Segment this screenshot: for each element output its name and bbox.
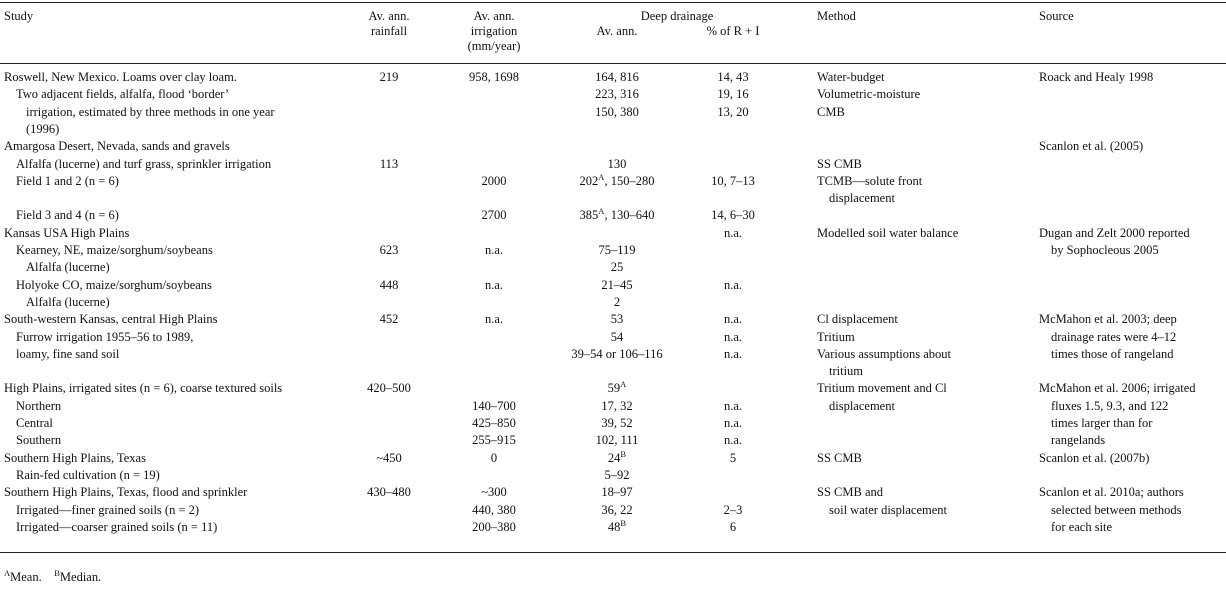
study-cell: irrigation, estimated by three methods in one year	[26, 104, 275, 119]
study-cell: Central	[16, 416, 53, 430]
drainage-cell	[601, 278, 632, 293]
method-cell: Tritium movement and Cl	[817, 381, 947, 396]
study-cell: Holyoke CO, maize/sorghum/soybeans	[16, 277, 212, 292]
pct-cell: 6	[729, 519, 737, 534]
source-cell: times larger than for	[1051, 416, 1153, 430]
irr-cell: n.a.	[484, 277, 504, 292]
source-cell: for each site	[1051, 519, 1113, 534]
method-cell: tritium	[829, 364, 864, 379]
drainage-cell	[607, 517, 627, 535]
study-cell: Southern	[16, 433, 62, 448]
header-irrigation-1: Av. ann.	[473, 9, 515, 23]
drainage-cell	[595, 105, 639, 120]
source-cell: rangelands	[1051, 433, 1106, 448]
drainage-cell	[605, 468, 630, 483]
method-cell: Cl displacement	[817, 312, 898, 327]
irr-cell: 440, 380	[472, 502, 516, 517]
source-cell: Scanlon et al. (2007b)	[1039, 450, 1150, 465]
header-irrigation-2: irrigation	[470, 24, 518, 38]
drainage-value: 18–97	[601, 485, 633, 500]
pct-cell: n.a.	[723, 329, 743, 344]
drainage-cell	[611, 330, 624, 345]
drainage-cell	[601, 503, 632, 518]
irr-cell: n.a.	[484, 243, 504, 257]
study-cell: Amargosa Desert, Nevada, sands and gravels	[4, 139, 230, 154]
drainage-value: 130	[607, 156, 627, 171]
study-cell: Field 3 and 4 (n = 6)	[16, 208, 119, 223]
drainage-cell	[595, 87, 639, 102]
source-cell: times those of rangeland	[1051, 346, 1174, 361]
pct-cell: 19, 16	[717, 87, 749, 102]
rain-cell: 420–500	[367, 381, 411, 396]
drainage-value: 24	[607, 450, 621, 465]
method-cell: Tritium	[817, 329, 855, 344]
drainage-value: 53	[610, 312, 624, 327]
source-cell: by Sophocleous 2005	[1051, 243, 1159, 257]
drainage-cell	[595, 70, 639, 85]
method-cell: SS CMB and	[817, 485, 883, 500]
study-cell: Irrigated—coarser grained soils (n = 11)	[16, 519, 218, 534]
irr-cell: n.a.	[484, 312, 504, 327]
pct-cell: n.a.	[723, 416, 743, 430]
pct-cell: 10, 7–13	[711, 173, 755, 188]
source-cell: Scanlon et al. 2010a; authors	[1039, 485, 1184, 500]
study-cell: High Plains, irrigated sites (n = 6), coarse textured soils	[4, 381, 283, 396]
pct-cell: n.a.	[723, 225, 743, 240]
pct-cell: n.a.	[723, 433, 743, 448]
source-cell: fluxes 1.5, 9.3, and 122	[1051, 398, 1169, 413]
irr-cell: 200–380	[472, 519, 516, 534]
irr-cell: ~300	[481, 485, 507, 500]
drainage-value: 385	[579, 208, 599, 223]
pct-cell: 14, 43	[717, 70, 749, 84]
method-cell: displacement	[829, 191, 895, 206]
table-footnote	[4, 567, 102, 585]
irr-cell: 255–915	[472, 433, 516, 448]
header-rule	[0, 63, 1226, 64]
rain-cell: 113	[379, 156, 399, 171]
drainage-cell	[607, 448, 627, 466]
drainage-value: 39, 52	[601, 416, 633, 430]
study-cell: Roswell, New Mexico. Loams over clay loam.	[4, 70, 237, 84]
drainage-value: 21–45	[601, 277, 633, 292]
source-cell: drainage rates were 4–12	[1051, 329, 1177, 344]
pct-cell: 14, 6–30	[711, 208, 755, 223]
study-cell: Furrow irrigation 1955–56 to 1989,	[16, 329, 194, 344]
study-cell: Southern High Plains, Texas, flood and sprinkler	[4, 485, 248, 500]
study-cell: loamy, fine sand soil	[16, 346, 120, 361]
header-dd-pct: % of R + I	[706, 24, 760, 38]
method-cell: Volumetric-moisture	[817, 87, 921, 102]
top-rule	[0, 2, 1226, 3]
drainage-cell	[598, 243, 635, 258]
method-cell: SS CMB	[817, 156, 862, 171]
pct-cell: n.a.	[723, 277, 743, 292]
rain-cell: 448	[379, 277, 399, 292]
irr-cell: 2700	[481, 208, 507, 223]
study-cell: (1996)	[26, 121, 60, 136]
rain-cell: 430–480	[367, 485, 411, 500]
drainage-cell	[601, 399, 632, 414]
drainage-range: , 150–280	[604, 173, 655, 188]
irr-cell: 140–700	[472, 398, 516, 413]
drainage-value: 17, 32	[601, 398, 633, 413]
rain-cell: 452	[379, 312, 399, 327]
study-cell: Rain-fed cultivation (n = 19)	[16, 467, 160, 482]
drainage-value: 5–92	[604, 467, 630, 482]
drainage-value: 164, 816	[595, 70, 639, 84]
drainage-range: , 130–640	[604, 208, 655, 223]
drainage-cell	[571, 347, 662, 362]
source-cell: selected between methods	[1051, 502, 1182, 517]
source-cell: McMahon et al. 2006; irrigated	[1039, 381, 1196, 396]
header-rainfall-1: Av. ann.	[368, 9, 410, 23]
footnote-a-mark: A	[4, 567, 11, 578]
method-cell: CMB	[817, 104, 845, 119]
drainage-value: 102, 111	[595, 433, 639, 448]
drainage-value: 48	[607, 519, 621, 534]
source-cell: McMahon et al. 2003; deep	[1039, 312, 1177, 327]
drainage-footnote-mark: A	[598, 206, 605, 217]
footnote-b-text: Median.	[59, 570, 102, 584]
drainage-cell	[601, 416, 632, 431]
pct-cell: 2–3	[723, 502, 743, 517]
drainage-value: 39–54 or 106–116	[571, 346, 663, 361]
drainage-value: 75–119	[598, 243, 636, 257]
method-cell: soil water displacement	[829, 502, 948, 517]
header-deep-drainage: Deep drainage	[640, 9, 714, 23]
study-cell: Kearney, NE, maize/sorghum/soybeans	[16, 243, 213, 257]
drainage-value: 25	[610, 260, 624, 275]
drainage-cell	[596, 433, 639, 448]
drainage-cell	[614, 295, 620, 310]
method-cell: Various assumptions about	[817, 346, 952, 361]
footnote-a-text: Mean.	[10, 570, 42, 584]
header-study: Study	[4, 9, 34, 23]
rain-cell: 219	[379, 70, 399, 84]
header-source: Source	[1039, 9, 1074, 23]
drainage-cell	[608, 157, 627, 172]
drainage-footnote-mark: A	[620, 379, 627, 390]
drainage-cell	[608, 381, 627, 396]
header-dd-avann: Av. ann.	[596, 24, 638, 38]
header-rainfall-2: rainfall	[370, 24, 408, 38]
drainage-footnote-mark: B	[620, 448, 627, 459]
rain-cell: ~450	[376, 450, 402, 465]
header-method: Method	[817, 9, 856, 23]
pct-cell: n.a.	[723, 312, 743, 327]
drainage-footnote-mark: B	[620, 517, 627, 528]
drainage-cell	[579, 171, 655, 189]
irr-cell: 0	[490, 450, 498, 465]
footnote-b-mark: B	[54, 567, 60, 578]
drainage-cell	[611, 260, 624, 275]
study-cell: South-western Kansas, central High Plains	[4, 312, 218, 327]
study-cell: Irrigated—finer grained soils (n = 2)	[16, 502, 200, 517]
drainage-value: 2	[613, 294, 621, 309]
drainage-value: 202	[579, 173, 599, 188]
rain-cell: 623	[379, 243, 399, 257]
irr-cell: 425–850	[472, 416, 516, 430]
study-cell: Alfalfa (lucerne)	[26, 294, 110, 309]
method-cell: Water-budget	[817, 70, 885, 84]
drainage-value: 54	[610, 329, 624, 344]
study-cell: Southern High Plains, Texas	[4, 450, 146, 465]
method-cell: SS CMB	[817, 450, 862, 465]
drainage-value: 223, 316	[595, 87, 639, 102]
pct-cell: n.a.	[723, 398, 743, 413]
drainage-cell	[580, 208, 655, 223]
pct-cell: n.a.	[723, 346, 743, 361]
method-cell: TCMB—solute front	[817, 173, 923, 188]
study-cell: Field 1 and 2 (n = 6)	[16, 173, 119, 188]
pct-cell: 5	[729, 450, 737, 465]
source-cell: Dugan and Zelt 2000 reported	[1039, 225, 1190, 240]
study-cell: Kansas USA High Plains	[4, 225, 130, 240]
study-cell: Northern	[16, 398, 62, 413]
study-cell: Alfalfa (lucerne) and turf grass, sprinkler irrigation	[16, 156, 272, 171]
drainage-value: 150, 380	[595, 104, 639, 119]
study-cell: Two adjacent fields, alfalfa, flood ‘border’	[16, 87, 230, 102]
bottom-rule	[0, 552, 1226, 553]
source-cell: Roack and Healy 1998	[1039, 70, 1154, 84]
drainage-cell	[611, 312, 624, 327]
drainage-cell	[601, 485, 632, 500]
drainage-value: 36, 22	[601, 502, 633, 517]
header-irrigation-3: (mm/year)	[467, 39, 521, 53]
study-cell: Alfalfa (lucerne)	[26, 260, 110, 275]
method-cell: displacement	[829, 398, 895, 413]
irr-cell: 958, 1698	[469, 70, 519, 84]
pct-cell: 13, 20	[717, 104, 749, 119]
source-cell: Scanlon et al. (2005)	[1039, 139, 1144, 154]
drainage-footnote-mark: A	[598, 171, 605, 182]
irr-cell: 2000	[481, 173, 507, 188]
drainage-value: 59	[607, 381, 621, 396]
method-cell: Modelled soil water balance	[817, 225, 959, 240]
